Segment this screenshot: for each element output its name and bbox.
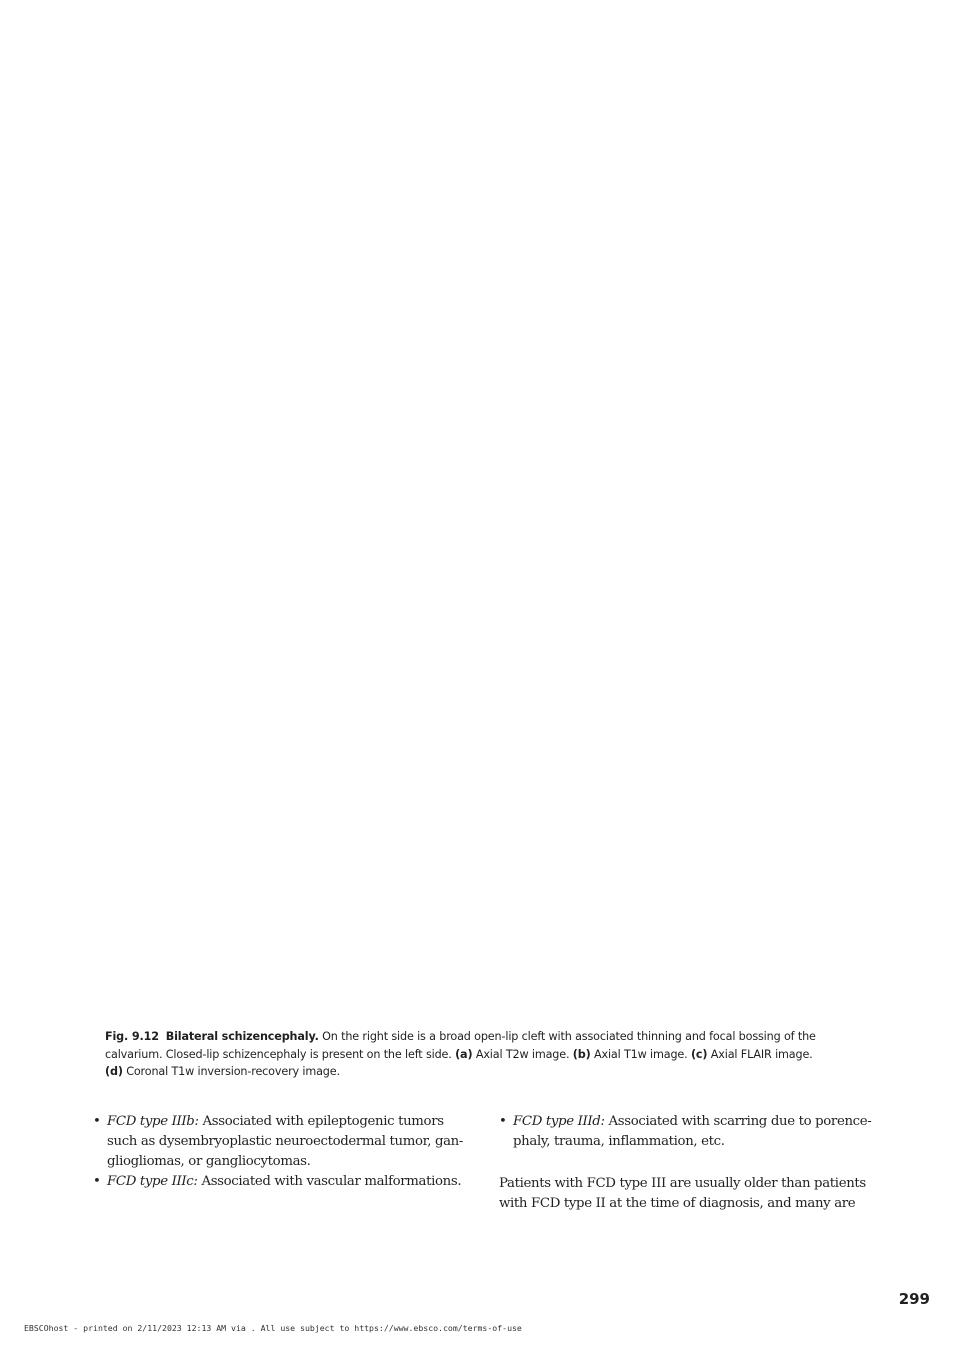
list-item-term: FCD type IIId: — [513, 1114, 605, 1129]
caption-text: On the right side is a broad open-lip cleft with associated thinning and focal bossing of the — [322, 1030, 816, 1043]
list-item-line: gliogliomas, or gangliocytomas. — [107, 1154, 311, 1169]
panel-text-d: Coronal T1w inversion-recovery image. — [126, 1065, 340, 1078]
caption-line-2 — [105, 1046, 865, 1064]
list-item-text: Associated with epileptogenic tumors — [202, 1114, 444, 1129]
left-text-column — [93, 1112, 485, 1192]
print-footer: EBSCOhost - printed on 2/11/2023 12:13 AM via . All use subject to https://www.ebsco.com/terms-of-use — [24, 1323, 522, 1333]
bullet-icon: • — [499, 1114, 507, 1129]
figure-caption — [105, 1028, 865, 1081]
list-item-line — [107, 1112, 485, 1132]
bullet-icon: • — [93, 1114, 101, 1129]
panel-label-a: (a) — [455, 1047, 473, 1061]
list-item-text: Associated with vascular malformations. — [201, 1174, 462, 1189]
panel-label-b: (b) — [572, 1047, 591, 1061]
list-item-line: phaly, trauma, inflammation, etc. — [513, 1134, 725, 1149]
list-item-term: FCD type IIIc: — [107, 1174, 198, 1189]
panel-label-d: (d) — [105, 1065, 123, 1078]
list-item — [93, 1112, 485, 1172]
bullet-icon: • — [93, 1174, 101, 1189]
paragraph-line: Patients with FCD type III are usually older than patients — [499, 1176, 866, 1191]
list-item-line: such as dysembryoplastic neuroectodermal tumor, gan- — [107, 1134, 464, 1149]
panel-text-c: Axial FLAIR image. — [710, 1047, 813, 1061]
panel-text-b: Axial T1w image. — [593, 1047, 688, 1061]
body-paragraph — [499, 1174, 885, 1214]
list-item-text: Associated with scarring due to porence- — [608, 1114, 872, 1129]
list-item — [93, 1172, 485, 1192]
list-item — [499, 1112, 885, 1152]
list-item-term: FCD type IIIb: — [107, 1114, 199, 1129]
right-text-column — [499, 1112, 885, 1214]
panel-text-a: Axial T2w image. — [475, 1047, 570, 1061]
list-item-line — [107, 1172, 485, 1192]
caption-line-3 — [105, 1063, 865, 1081]
figure-label: Fig. 9.12 — [105, 1030, 159, 1043]
list-item-line — [513, 1112, 885, 1132]
caption-line-1 — [105, 1028, 865, 1046]
panel-label-c: (c) — [690, 1047, 708, 1061]
paragraph-line: with FCD type II at the time of diagnosis, and many are — [499, 1196, 856, 1211]
page-number: 299 — [898, 1290, 930, 1308]
figure-title: Bilateral schizencephaly. — [165, 1030, 319, 1043]
caption-text: calvarium. Closed-lip schizencephaly is present on the left side. — [105, 1047, 452, 1061]
